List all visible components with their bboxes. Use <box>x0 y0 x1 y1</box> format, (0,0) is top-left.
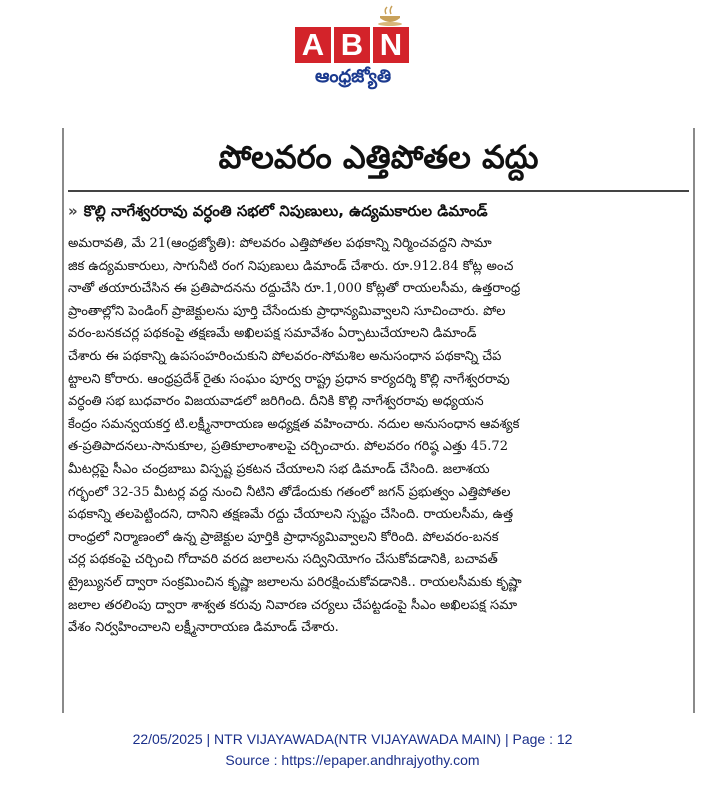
logo-letter-a: A <box>295 27 331 63</box>
article-body <box>68 233 689 640</box>
subheadline-text: కొల్లి నాగేశ్వరరావు వర్ధంతి సభలో నిపుణులు, ఉద్యమకారుల డిమాండ్ <box>83 202 488 220</box>
left-column-rule <box>62 128 64 713</box>
article-body-line: కేంద్రం సమన్వయకర్త టి.లక్ష్మీనారాయణ అధ్యక్షత వహించారు. నదుల అనుసంధాన ఆవశ్యక <box>68 416 520 432</box>
abn-andhrajyothy-logo <box>0 0 705 110</box>
article-body-line: వరం-బనకచర్ల పథకంపై తక్షణమే అఖిలపక్ష సమావేశం ఏర్పాటుచేయాలని డిమాండ్ <box>68 326 477 342</box>
article-body-line: ట్టాలని కోరారు. ఆంధ్రప్రదేశ్ రైతు సంఘం పూర్వ రాష్ట్ర ప్రధాన కార్యదర్శి కొల్లి నాగేశ్వరరావు <box>68 371 510 387</box>
article-body-line: చర్ల పథకంపై చర్చించి గోదావరి వరద జలాలను సద్వినియోగం చేసుకోవడానికి, బచావత్ <box>68 552 498 568</box>
logo-subtitle: ఆంధ్రజ్యోతి <box>314 66 392 87</box>
footer-dateline: 22/05/2025 | NTR VIJAYAWADA(NTR VIJAYAWADA MAIN) | Page : 12 <box>132 731 573 747</box>
article-body-line: జిక ఉద్యమకారులు, సాగునీటి రంగ నిపుణులు డిమాండ్ చేశారు. రూ.912.84 కోట్ల అంచ <box>68 258 514 274</box>
logo-letter-n: N <box>373 27 409 63</box>
article-body-line: మీటర్లపై సీఎం చంద్రబాబు విస్పష్ట ప్రకటన చేయాలని సభ డిమాండ్ చేసింది. జలాశయ <box>68 461 490 477</box>
article-body-line: త-ప్రతిపాదనలు-సానుకూల, ప్రతికూలాంశాలపై చర్చించారు. పోలవరం గరిష్ఠ ఎత్తు 45.72 <box>68 439 508 455</box>
logo-letter-b: B <box>334 27 370 63</box>
article-subheadline <box>68 202 689 224</box>
article-body-line: వేశం నిర్వహించాలని లక్ష్మీనారాయణ డిమాండ్ చేశారు. <box>68 620 339 636</box>
article-body-line: అమరావతి, మే 21(ఆంధ్రజ్యోతి): పోలవరం ఎత్తిపోతల పథకాన్ని నిర్మించవద్దని సామా <box>68 236 492 251</box>
article-body-line: రాంధ్రలో నిర్మాణంలో ఉన్న ప్రాజెక్టుల పూర్తికి ప్రాధాన్యమివ్వాలని కోరింది. పోలవరం-బనక <box>68 529 499 545</box>
article-body-line: ప్రాంతాల్లోని పెండింగ్ ప్రాజెక్టులను పూర్తి చేసేందుకు ప్రాధాన్యమివ్వాలని సూచించారు. పోల <box>68 303 506 319</box>
article-body-line: జలాల తరలింపు ద్వారా శాశ్వత కరువు నివారణ చర్యలు చేపట్టడంపై సీఎం అఖిలపక్ష సమా <box>68 597 518 613</box>
article-body-line: గర్భంలో 32-35 మీటర్ల వద్ద నుంచి నీటిని తోడేందుకు గతంలో జగన్ ప్రభుత్వం ఎత్తిపోతల <box>68 484 511 500</box>
article-body-line: చేశారు ఈ పథకాన్ని ఉపసంహరించుకుని పోలవరం-సోమశిల అనుసంధాన పథకాన్ని చేప <box>68 348 502 364</box>
article-body-line: పథకాన్ని తలపెట్టిందని, దానిని తక్షణమే రద్దు చేయాలని స్పష్టం చేసింది. రాయలసీమ, ఉత్త <box>68 507 514 523</box>
footer-source: Source : https://epaper.andhrajyothy.com <box>225 752 480 768</box>
article-body-line: ట్రైబ్యునల్ ద్వారా సంక్రమించిన కృష్ణా జలాలను పరిరక్షించుకోవడానికి.. రాయలసీమకు కృష్ణా <box>68 574 522 590</box>
news-clipping <box>68 130 689 710</box>
article-headline: పోలవరం ఎత్తిపోతల వద్దు <box>218 138 539 176</box>
headline-divider <box>68 190 689 192</box>
double-chevron-icon: » <box>68 202 78 220</box>
coffee-cup-icon <box>372 4 408 28</box>
right-column-rule <box>693 128 695 713</box>
article-body-line: నాతో తయారుచేసిన ఈ ప్రతిపాదనను రద్దుచేసి రూ.1,000 కోట్లతో రాయలసీమ, ఉత్తరాంధ్ర <box>68 281 521 297</box>
article-body-line: వర్ధంతి సభ బుధవారం విజయవాడలో జరిగింది. దీనికి కొల్లి నాగేశ్వరరావు అధ్యయన <box>68 394 484 410</box>
